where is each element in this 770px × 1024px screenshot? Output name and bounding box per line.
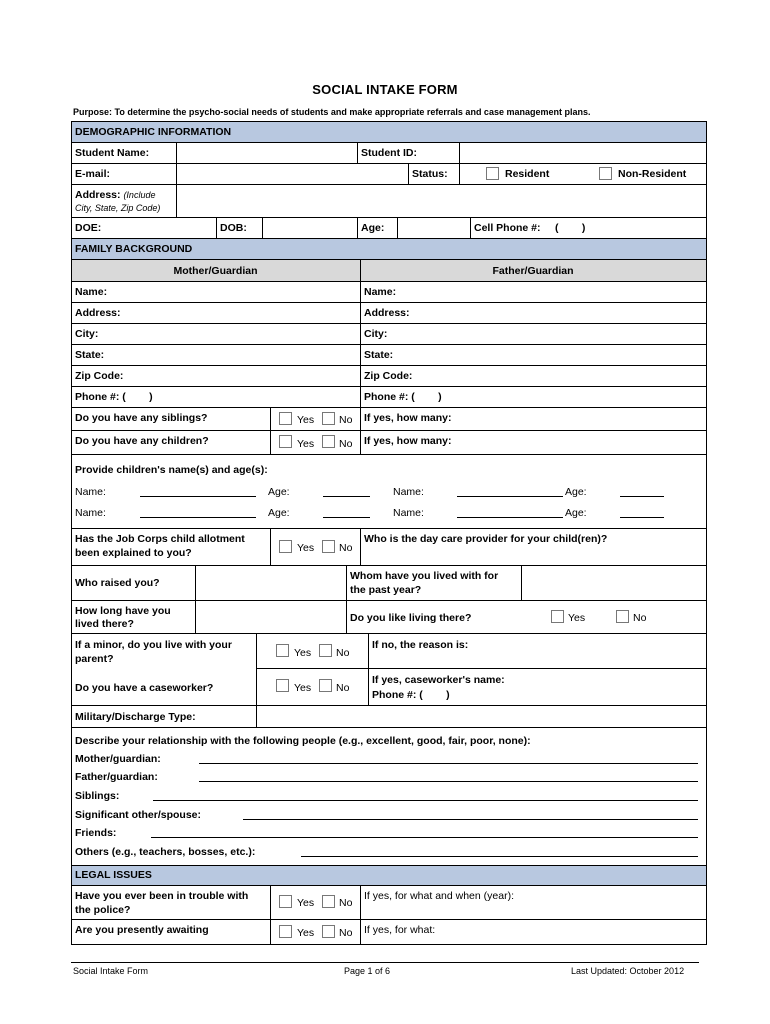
allotment-question: Has the Job Corps child allotment — [75, 533, 245, 545]
minor-no-label: No — [336, 647, 350, 659]
trouble-question-cont: the police? — [75, 904, 131, 916]
rel-father-line[interactable] — [199, 781, 698, 782]
rel-siblings-line[interactable] — [153, 800, 698, 801]
child-name-line[interactable] — [140, 517, 256, 518]
trouble-no-checkbox[interactable] — [322, 895, 335, 908]
child-age-label: Age: — [565, 486, 587, 498]
child-age-line[interactable] — [620, 496, 664, 497]
siblings-how-many: If yes, how many: — [364, 412, 452, 424]
family-header: FAMILY BACKGROUND — [75, 243, 193, 255]
caseworker-no-label: No — [336, 682, 350, 694]
footer-page-number: Page 1 of 6 — [344, 966, 391, 976]
mother-phone-label: Phone #: ( ) — [75, 391, 153, 403]
demographic-header: DEMOGRAPHIC INFORMATION — [75, 126, 232, 138]
caseworker-yes-label: Yes — [294, 682, 312, 694]
legal-header-fill — [71, 865, 706, 885]
address-label: Address: (Include — [75, 189, 156, 201]
awaiting-yes-checkbox[interactable] — [279, 925, 292, 938]
non-resident-checkbox[interactable] — [599, 167, 612, 180]
legal-header: LEGAL ISSUES — [75, 869, 152, 881]
age-label: Age: — [361, 222, 385, 234]
mother-state-label: State: — [75, 349, 105, 361]
awaiting-no-label: No — [339, 927, 353, 939]
mother-header: Mother/Guardian — [173, 265, 258, 277]
relationship-question: Describe your relationship with the following people (e.g., excellent, good, fair, poor, none): — [75, 735, 531, 747]
children-no-label: No — [339, 438, 353, 450]
children-how-many: If yes, how many: — [364, 435, 452, 447]
siblings-yes-label: Yes — [297, 414, 315, 426]
child-name-label: Name: — [393, 507, 424, 519]
mother-city-label: City: — [75, 328, 99, 340]
child-age-label: Age: — [268, 507, 290, 519]
allotment-question-cont: been explained to you? — [75, 547, 192, 559]
trouble-followup: If yes, for what and when (year): — [364, 890, 514, 902]
allotment-yes-checkbox[interactable] — [279, 540, 292, 553]
children-yes-label: Yes — [297, 438, 315, 450]
siblings-no-checkbox[interactable] — [322, 412, 335, 425]
caseworker-phone: Phone #: ( ) — [372, 689, 450, 701]
purpose-statement: Purpose: To determine the psycho-social needs of students and make appropriate referrals and case management plans. — [73, 107, 591, 117]
mother-name-label: Name: — [75, 286, 108, 298]
how-long-question: How long have you — [75, 605, 171, 617]
children-question: Do you have any children? — [75, 435, 209, 447]
child-name-line[interactable] — [140, 496, 256, 497]
child-name-line[interactable] — [457, 496, 563, 497]
children-no-checkbox[interactable] — [322, 435, 335, 448]
father-zip-label: Zip Code: — [364, 370, 413, 382]
father-address-label: Address: — [364, 307, 410, 319]
footer-updated: Last Updated: October 2012 — [571, 966, 685, 976]
child-age-line[interactable] — [323, 496, 370, 497]
child-name-label: Name: — [75, 507, 106, 519]
student-id-label: Student ID: — [361, 147, 417, 159]
like-living-question: Do you like living there? — [350, 612, 472, 624]
like-living-yes-checkbox[interactable] — [551, 610, 564, 623]
like-living-no-label: No — [633, 612, 647, 624]
child-name-label: Name: — [393, 486, 424, 498]
status-label: Status: — [412, 168, 448, 180]
father-header: Father/Guardian — [492, 265, 574, 277]
cell-phone-label: Cell Phone #: — [474, 222, 541, 234]
mother-address-label: Address: — [75, 307, 121, 319]
non-resident-label: Non-Resident — [618, 168, 687, 180]
military-label: Military/Discharge Type: — [75, 711, 196, 723]
awaiting-no-checkbox[interactable] — [322, 925, 335, 938]
rel-others-label: Others (e.g., teachers, bosses, etc.): — [75, 846, 256, 858]
rel-spouse-label: Significant other/spouse: — [75, 809, 202, 821]
awaiting-question: Are you presently awaiting — [75, 924, 209, 936]
rel-friends-line[interactable] — [151, 837, 698, 838]
child-age-line[interactable] — [323, 517, 370, 518]
rel-siblings-label: Siblings: — [75, 790, 120, 802]
student-name-label: Student Name: — [75, 147, 150, 159]
minor-question: If a minor, do you live with your — [75, 639, 232, 651]
child-name-line[interactable] — [457, 517, 563, 518]
father-name-label: Name: — [364, 286, 397, 298]
rel-father-label: Father/guardian: — [75, 771, 158, 783]
allotment-yes-label: Yes — [297, 542, 315, 554]
lived-with-question: Whom have you lived with for — [350, 570, 499, 582]
like-living-yes-label: Yes — [568, 612, 586, 624]
rel-mother-label: Mother/guardian: — [75, 753, 161, 765]
awaiting-yes-label: Yes — [297, 927, 315, 939]
cell-phone-paren: ( ) — [555, 222, 586, 234]
trouble-yes-checkbox[interactable] — [279, 895, 292, 908]
rel-others-line[interactable] — [301, 856, 698, 857]
child-age-line[interactable] — [620, 517, 664, 518]
raised-question: Who raised you? — [75, 577, 160, 589]
caseworker-yes-checkbox[interactable] — [276, 679, 289, 692]
minor-question-cont: parent? — [75, 653, 114, 665]
siblings-question: Do you have any siblings? — [75, 412, 208, 424]
lived-with-question-cont: the past year? — [350, 584, 422, 596]
resident-label: Resident — [505, 168, 550, 180]
day-care-question: Who is the day care provider for your child(ren)? — [364, 533, 608, 545]
rel-mother-line[interactable] — [199, 763, 698, 764]
allotment-no-label: No — [339, 542, 353, 554]
child-age-label: Age: — [268, 486, 290, 498]
mother-zip-label: Zip Code: — [75, 370, 124, 382]
how-long-question-cont: lived there? — [75, 618, 134, 630]
caseworker-no-checkbox[interactable] — [319, 679, 332, 692]
minor-yes-label: Yes — [294, 647, 312, 659]
like-living-no-checkbox[interactable] — [616, 610, 629, 623]
father-state-label: State: — [364, 349, 394, 361]
minor-no-checkbox[interactable] — [319, 644, 332, 657]
children-names-prompt: Provide children's name(s) and age(s): — [75, 464, 268, 476]
trouble-question: Have you ever been in trouble with — [75, 890, 249, 902]
child-name-label: Name: — [75, 486, 106, 498]
trouble-no-label: No — [339, 897, 353, 909]
child-age-label: Age: — [565, 507, 587, 519]
allotment-no-checkbox[interactable] — [322, 540, 335, 553]
rel-friends-label: Friends: — [75, 827, 117, 839]
children-yes-checkbox[interactable] — [279, 435, 292, 448]
trouble-yes-label: Yes — [297, 897, 315, 909]
minor-yes-checkbox[interactable] — [276, 644, 289, 657]
caseworker-question: Do you have a caseworker? — [75, 682, 214, 694]
father-city-label: City: — [364, 328, 388, 340]
resident-checkbox[interactable] — [486, 167, 499, 180]
father-phone-label: Phone #: ( ) — [364, 391, 442, 403]
caseworker-name: If yes, caseworker's name: — [372, 674, 505, 686]
email-label: E-mail: — [75, 168, 111, 180]
awaiting-followup: If yes, for what: — [364, 924, 436, 936]
siblings-no-label: No — [339, 414, 353, 426]
rel-spouse-line[interactable] — [243, 819, 698, 820]
address-hint: City, State, Zip Code) — [75, 203, 161, 213]
footer-left: Social Intake Form — [73, 966, 149, 976]
dob-label: DOB: — [220, 222, 247, 234]
doe-label: DOE: — [75, 222, 102, 234]
form-title: SOCIAL INTAKE FORM — [312, 82, 458, 97]
siblings-yes-checkbox[interactable] — [279, 412, 292, 425]
minor-reason: If no, the reason is: — [372, 639, 469, 651]
